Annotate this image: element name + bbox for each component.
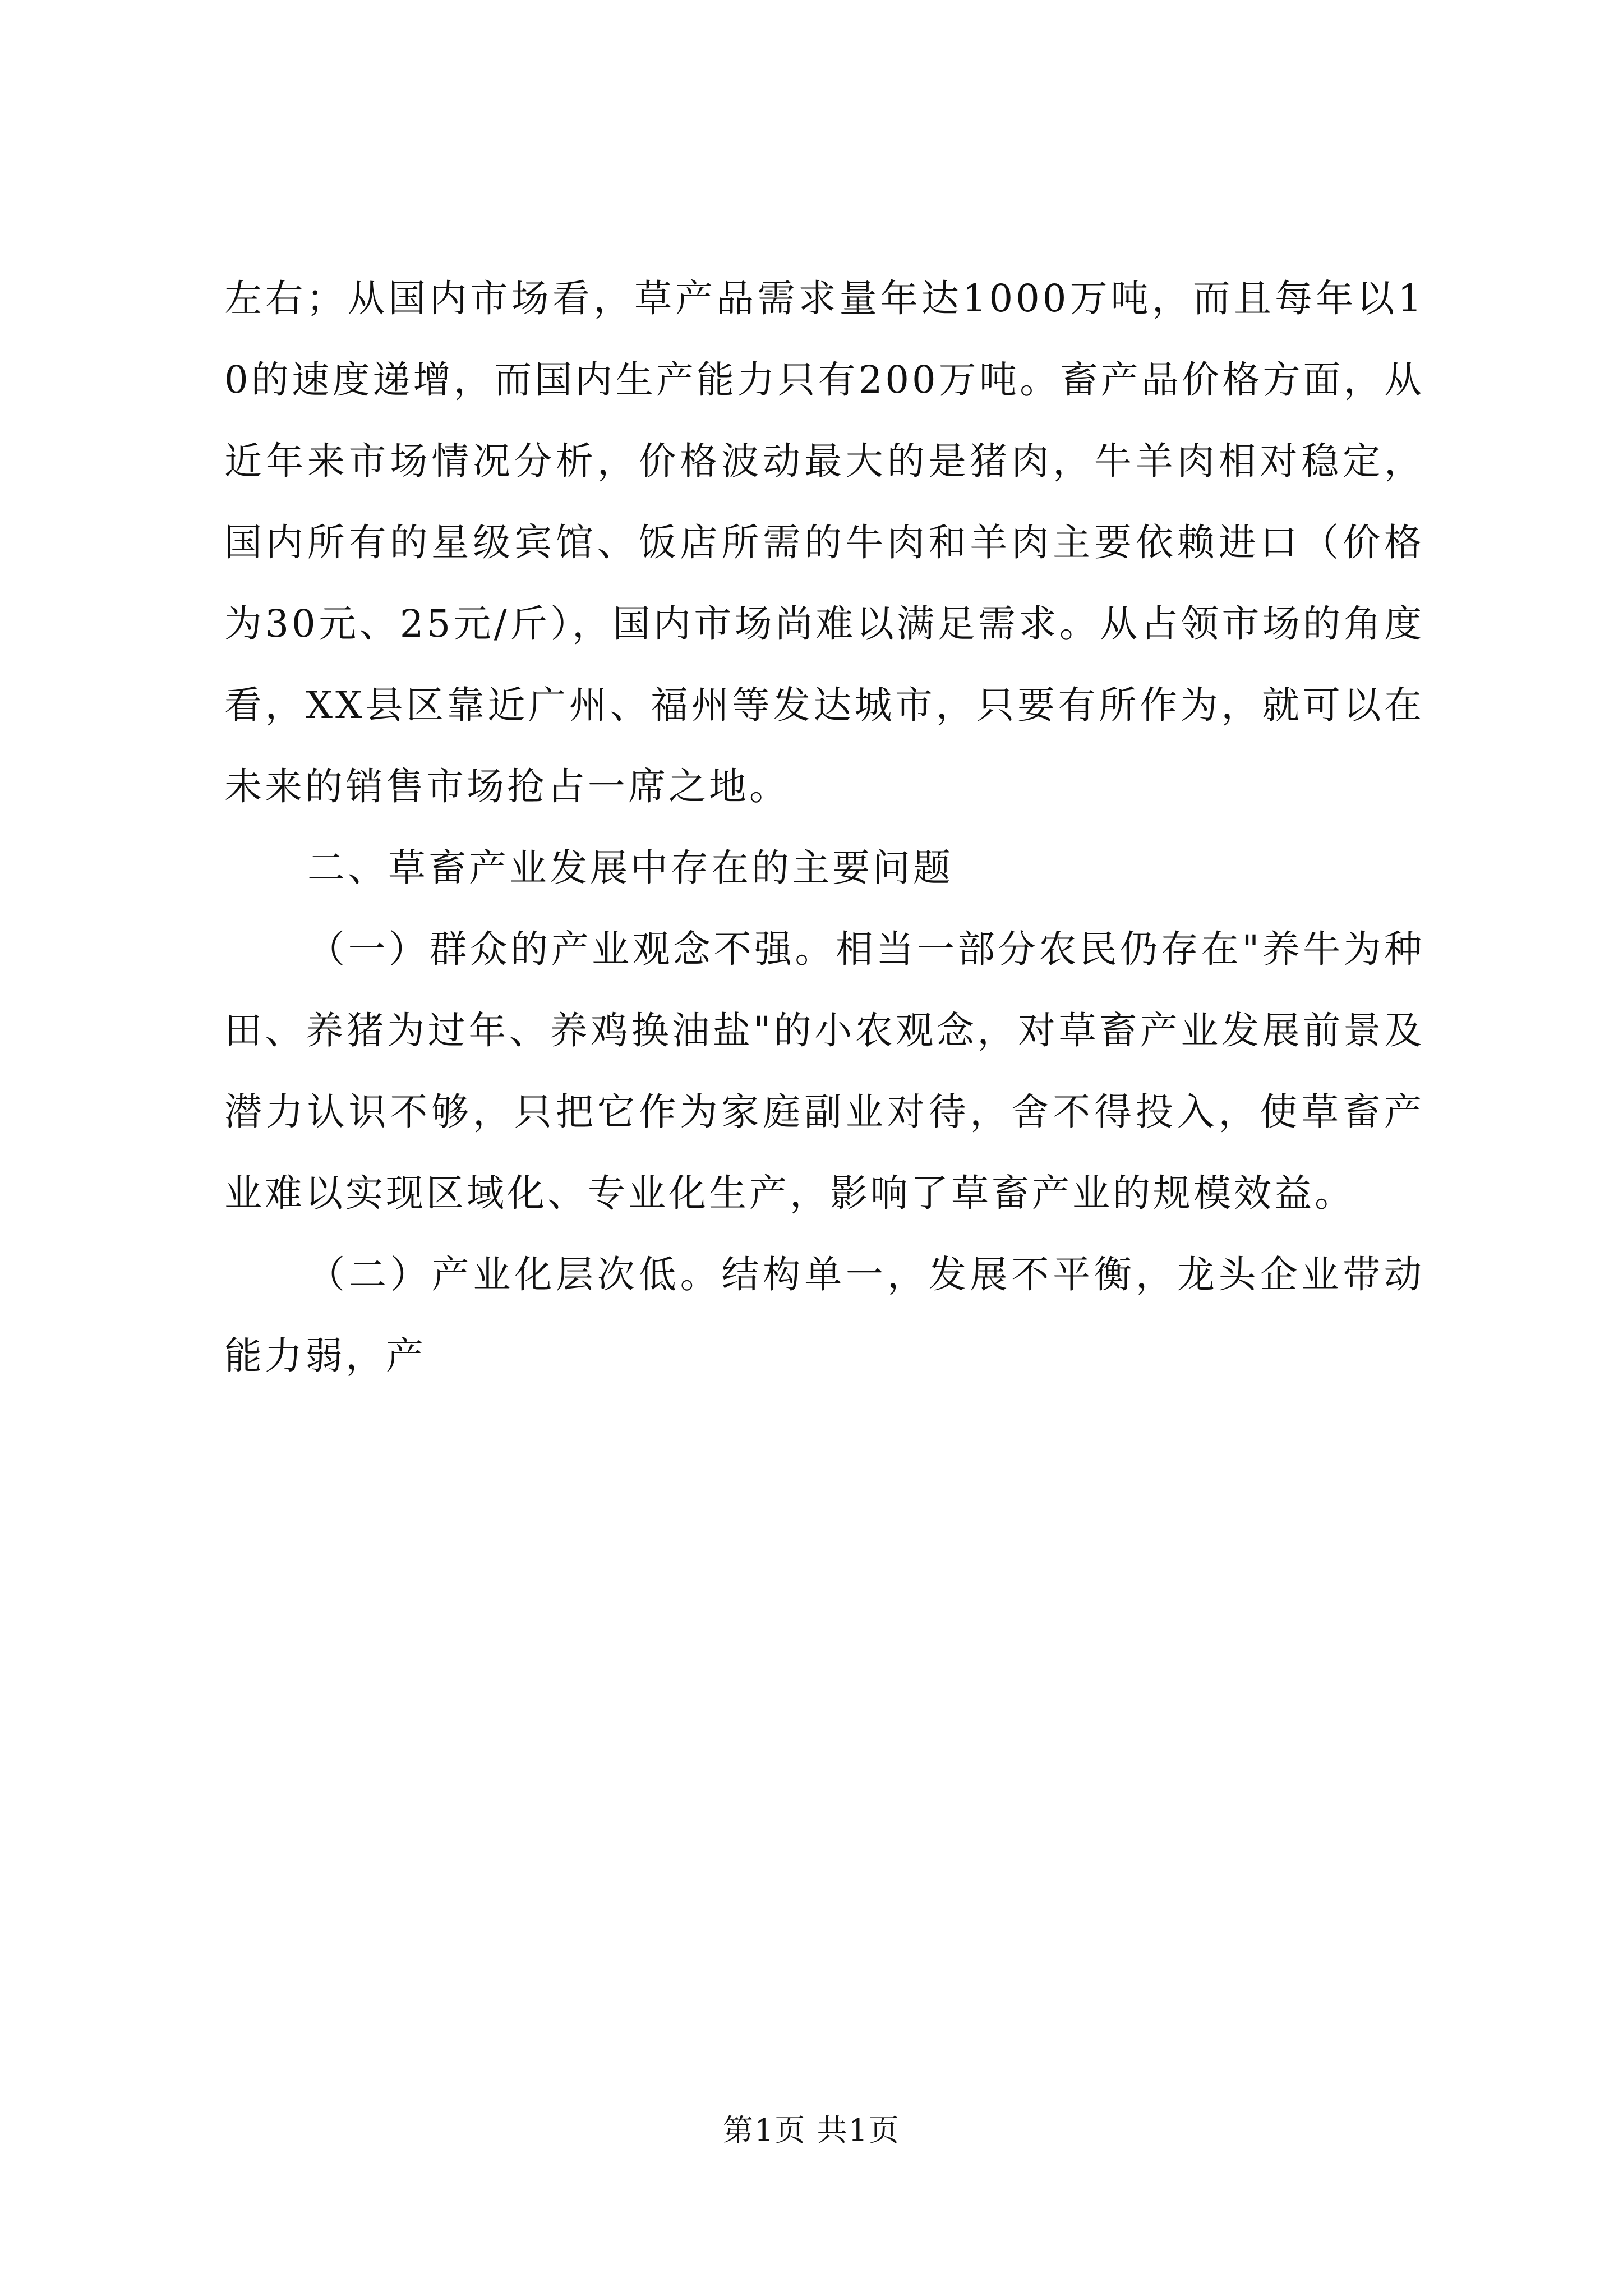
section-heading: 二、草畜产业发展中存在的主要问题 [307, 846, 953, 890]
paragraph-problem-one: （一）群众的产业观念不强。相当一部分农民仍存在"养牛为种田、养猪为过年、养鸡换油盐"的小农观念，对草畜产业发展前景及潜力认识不够，只把它作为家庭副业对待，舍不得投入，使草畜产业难以实现区域化、专业化生产，影响了草畜产业的规模效益。 [224, 927, 1424, 1215]
page-footer: 第1页 共1页 [723, 2113, 900, 2148]
paragraph-problem-two: （二）产业化层次低。结构单一，发展不平衡，龙头企业带动能力弱，产 [224, 1253, 1424, 1378]
paragraph-market-analysis: 左右；从国内市场看，草产品需求量年达1000万吨，而且每年以10的速度递增，而国内生产能力只有200万吨。畜产品价格方面，从近年来市场情况分析，价格波动最大的是猪肉，牛羊肉相对稳定，国内所有的星级宾馆、饭店所需的牛肉和羊肉主要依赖进口（价格为30元、25元/斤），国内市场尚难以满足需求。从占领市场的角度看，XX县区靠近广州、福州等发达城市，只要有所作为，就可以在未来的销售市场抢占一席之地。 [224, 277, 1424, 808]
document-body [224, 258, 1424, 1397]
